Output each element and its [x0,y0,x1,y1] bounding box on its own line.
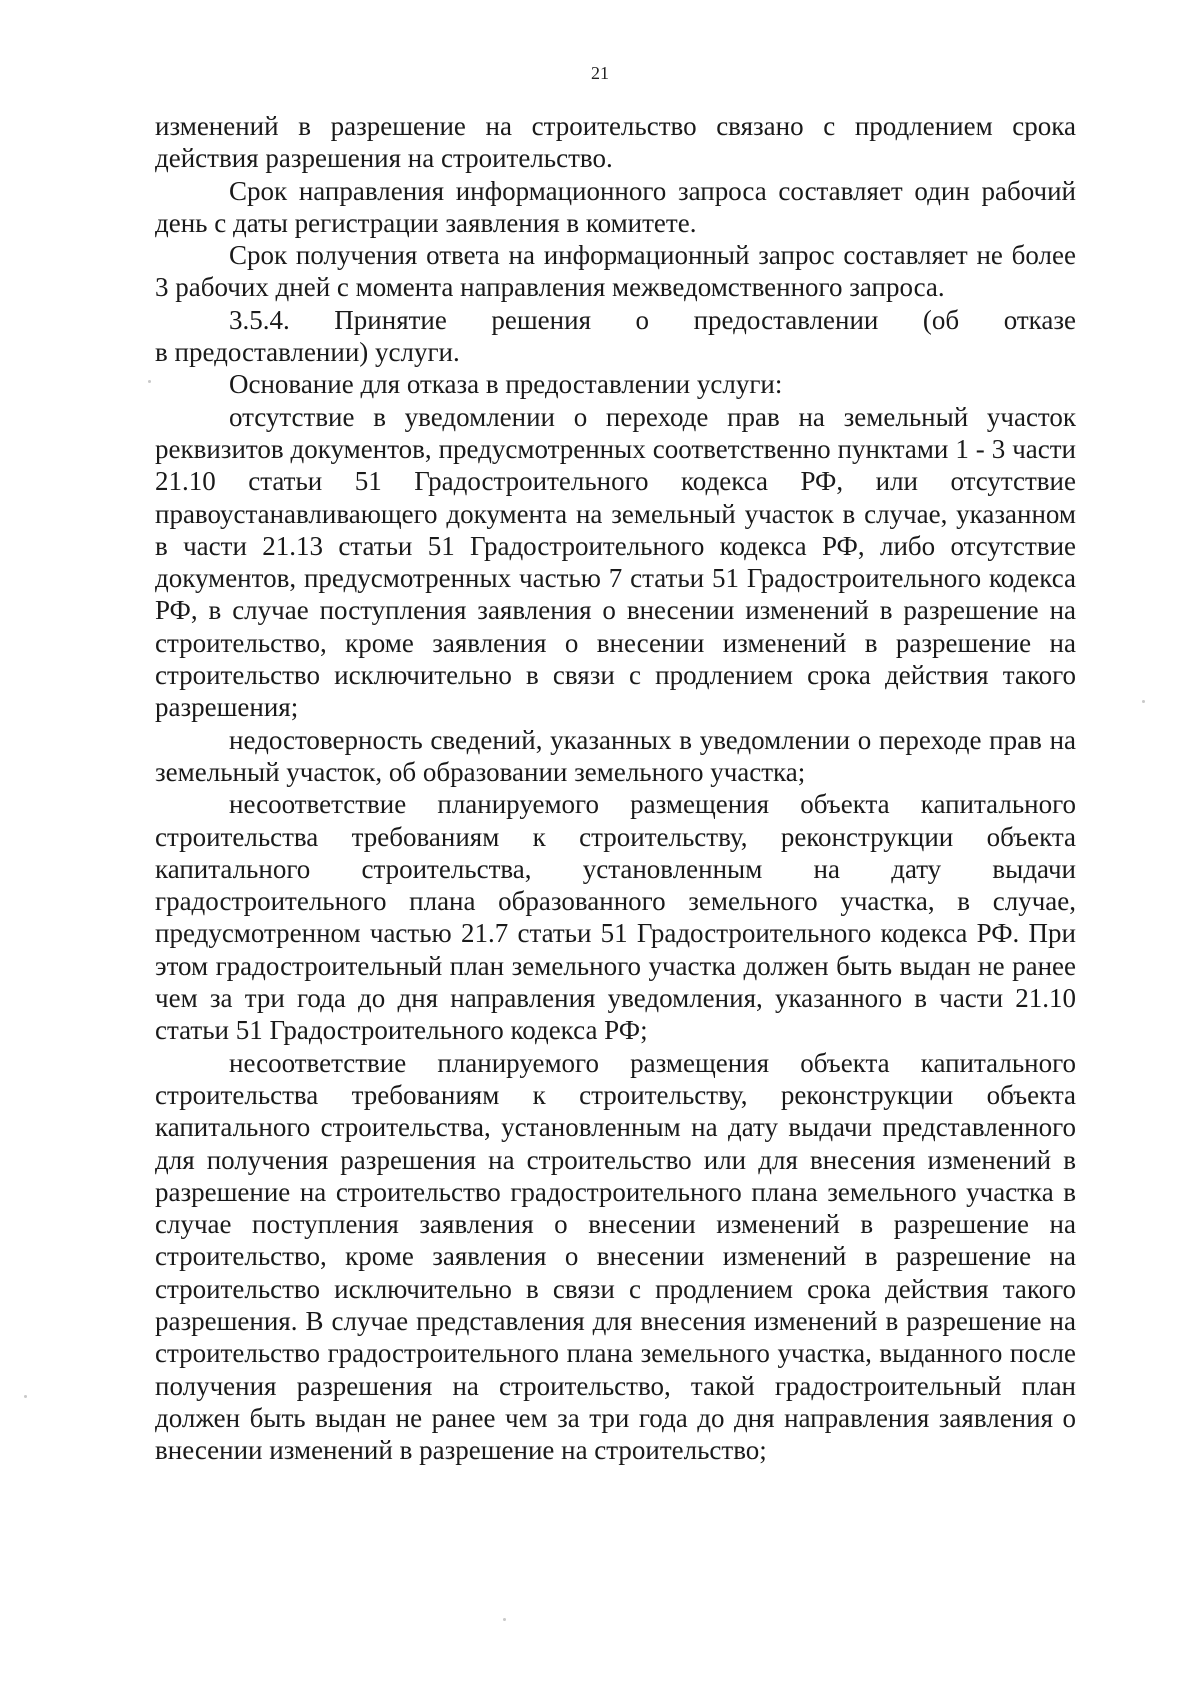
paragraph-refusal-ground-4: несоответствие планируемого размещения объекта капитального строительства требованиям к строительству, реконструкции объекта капитального строительства, установленным на дату выдачи представленного для получения разрешения на строительство или для внесения изменений в разрешение на строительство градостроительного плана земельного участка в случае поступления заявления о внесении изменений в разрешение на строительство, кроме заявления о внесении изменений в разрешение на строительство исключительно в связи с продлением срока действия такого разрешения. В случае представления для внесения изменений в разрешение на строительство градостроительного плана земельного участка, выданного после получения разрешения на строительство, такой градостроительный план должен быть выдан не ранее чем за три года до дня направления заявления о внесении изменений в разрешение на строительство; [155,1047,1076,1466]
section-heading-3-5-4-continuation: в предоставлении) услуги. [155,337,460,368]
scan-speck [148,380,151,383]
scan-speck [503,1618,506,1621]
paragraph-refusal-ground-3: несоответствие планируемого размещения объекта капитального строительства требованиям к строительству, реконструкции объекта капитального строительства, установленным на дату выдачи градостроительного плана образованного земельного участка, в случае, предусмотренном частью 21.7 статьи 51 Градостроительного кодекса РФ. При этом градостроительный план земельного участка должен быть выдан не ранее чем за три года до дня направления уведомления, указанного в части 21.10 статьи 51 Градостроительного кодекса РФ; [155,789,1076,1046]
paragraph-request-deadline: Срок направления информационного запроса составляет один рабочий день с даты регистрации заявления в комитете. [155,175,1076,238]
paragraph-response-deadline: Срок получения ответа на информационный запрос составляет не более 3 рабочих дней с момента направления межведомственного запроса. [155,240,1076,303]
scan-speck [1142,700,1145,703]
section-heading-3-5-4: 3.5.4. Принятие решения о предоставлении (об отказе [229,304,1076,335]
paragraph-refusal-ground-2: недостоверность сведений, указанных в уведомлении о переходе прав на земельный участок, об образовании земельного участка; [155,724,1076,787]
scan-speck [24,1395,27,1398]
page-number: 21 [591,63,609,83]
paragraph-refusal-grounds-intro: Основание для отказа в предоставлении услуги: [229,369,783,400]
paragraph-refusal-ground-1: отсутствие в уведомлении о переходе прав на земельный участок реквизитов документов, предусмотренных соответственно пунктами 1 - 3 части 21.10 статьи 51 Градостроительного кодекса РФ, или отсутствие правоустанавливающего документа на земельный участок в случае, указанном в части 21.13 статьи 51 Градостроительного кодекса РФ, либо отсутствие документов, предусмотренных частью 7 статьи 51 Градостроительного кодекса РФ, в случае поступления заявления о внесении изменений в разрешение на строительство, кроме заявления о внесении изменений в разрешение на строительство исключительно в связи с продлением срока действия такого разрешения; [155,401,1076,723]
paragraph-continuation: изменений в разрешение на строительство связано с продлением срока действия разрешения на строительство. [155,111,1076,174]
body-text [155,110,1076,1466]
